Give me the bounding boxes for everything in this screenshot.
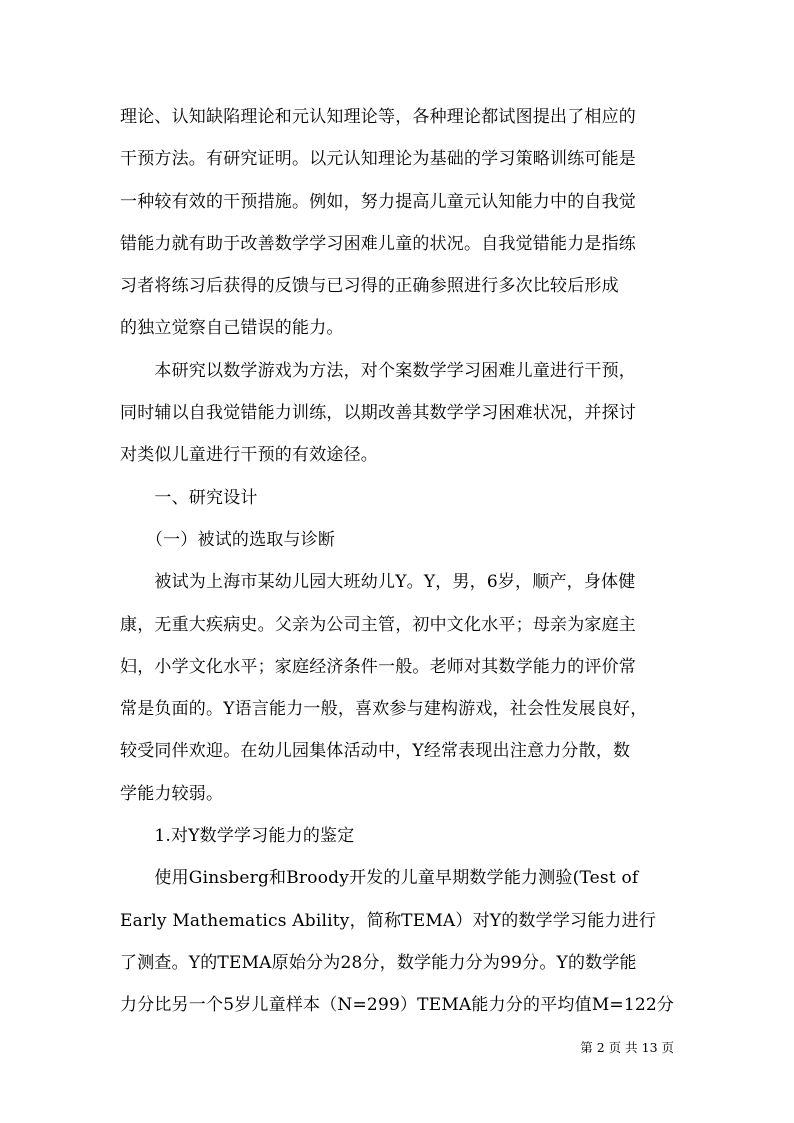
text-line: 同时辅以自我觉错能力训练，以期改善其数学学习困难状况，并探讨 xyxy=(120,403,636,424)
text-line: 较受同伴欢迎。在幼儿园集体活动中，Y经常表现出注意力分散，数 xyxy=(120,741,631,762)
text-line: 力分比另一个5岁儿童样本（N=299）TEMA能力分的平均值M=122分 xyxy=(120,995,675,1016)
body-text xyxy=(120,96,676,1027)
text-line: 常是负面的。Y语言能力一般，喜欢参与建构游戏，社会性发展良好， xyxy=(120,699,648,720)
text-line: 使用Ginsberg和Broody开发的儿童早期数学能力测验(Test of xyxy=(120,868,639,889)
subsection-heading: （一）被试的选取与诊断 xyxy=(120,529,336,550)
text-line: 干预方法。有研究证明。以元认知理论为基础的学习策略训练可能是 xyxy=(120,149,636,170)
text-line: 一种较有效的干预措施。例如，努力提高儿童元认知能力中的自我觉 xyxy=(120,191,636,212)
text-line: Early Mathematics Ability，简称TEMA）对Y的数学学习能力进行 xyxy=(120,910,657,931)
text-line: 学能力较弱。 xyxy=(120,783,224,804)
text-line: 妇，小学文化水平；家庭经济条件一般。老师对其数学能力的评价常 xyxy=(120,656,636,677)
text-line: 的独立觉察自己错误的能力。 xyxy=(120,318,344,339)
text-line: 错能力就有助于改善数学学习困难儿童的状况。自我觉错能力是指练 xyxy=(120,233,636,254)
text-line: 习者将练习后获得的反馈与已习得的正确参照进行多次比较后形成 xyxy=(120,276,619,297)
text-line: 理论、认知缺陷理论和元认知理论等，各种理论都试图提出了相应的 xyxy=(120,107,636,127)
page-number-footer: 第 2 页 共 13 页 xyxy=(580,1040,674,1055)
section-heading: 一、研究设计 xyxy=(120,487,258,508)
text-line: 康，无重大疾病史。父亲为公司主管，初中文化水平；母亲为家庭主 xyxy=(120,614,636,635)
text-line: 本研究以数学游戏为方法，对个案数学学习困难儿童进行干预， xyxy=(120,360,636,381)
item-heading: 1.对Y数学学习能力的鉴定 xyxy=(120,826,355,847)
text-line: 对类似儿童进行干预的有效途径。 xyxy=(120,445,378,466)
text-line: 了测查。Y的TEMA原始分为28分，数学能力分为99分。Y的数学能 xyxy=(120,952,637,973)
text-line: 被试为上海市某幼儿园大班幼儿Y。Y，男，6岁，顺产，身体健 xyxy=(120,572,636,593)
